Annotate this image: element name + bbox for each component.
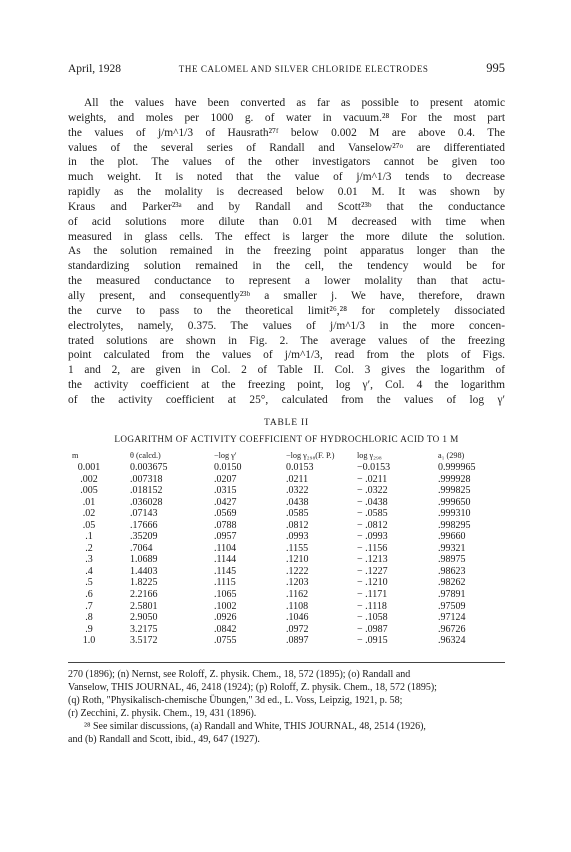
cell-a1: .97509: [438, 600, 466, 612]
body-line: the activity coefficient at the freezing point, log γ′, Col. 4 the logarithm: [68, 379, 505, 392]
table-row: [72, 462, 502, 474]
table-row: [72, 624, 502, 636]
cell-log-gamma-prime: .0926: [214, 612, 237, 624]
footnote-line: and (b) Randall and Scott, ibid., 49, 647 (1927).: [68, 734, 260, 745]
cell-m: .5: [85, 577, 93, 589]
cell-theta: 2.2166: [130, 589, 158, 601]
body-line: the measured conductance to represent a lower molality than that actu-: [68, 275, 505, 288]
body-line: 1 and 2, are given in Col. 2 of Table II. Col. 3 gives the logarithm of: [68, 364, 505, 377]
cell-m: .8: [85, 612, 93, 624]
cell-theta: .018152: [130, 485, 163, 497]
cell-theta: 0.003675: [130, 462, 168, 473]
cell-a1: .96726: [438, 623, 466, 635]
body-line: standardizing solution remained in the cell, the tendency would be for: [68, 260, 505, 273]
footnote-line: (q) Roth, "Physikalisch-chemische Übungen," 3d ed., L. Voss, Leipzig, 1921, p. 58;: [68, 695, 403, 706]
table-row: [72, 554, 502, 566]
cell-log-gamma-298: − .1171: [357, 589, 388, 601]
cell-m: .3: [85, 554, 93, 566]
cell-log-gamma-prime: .0427: [214, 496, 237, 508]
cell-a1: .98975: [438, 554, 466, 566]
cell-log-gamma-fp: .1203: [286, 577, 309, 589]
table-row: [72, 485, 502, 497]
cell-theta: .07143: [130, 508, 158, 520]
page-number: 995: [486, 61, 505, 75]
body-line: the values of j/m^1/3 of Hausrath²⁷ᶠ below 0.002 M are above 0.4. The: [68, 126, 505, 139]
cell-theta: .7064: [130, 542, 153, 554]
cell-log-gamma-prime: .0755: [214, 635, 237, 647]
cell-log-gamma-fp: .1046: [286, 612, 309, 624]
table-header: [72, 450, 502, 462]
table-caption: LOGARITHM OF ACTIVITY COEFFICIENT OF HYDROCHLORIC ACID TO 1 M: [114, 434, 459, 444]
cell-m: 0.001: [77, 462, 101, 473]
header-title: THE CALOMEL AND SILVER CHLORIDE ELECTRODES: [178, 64, 429, 74]
cell-log-gamma-298: − .0585: [357, 508, 388, 520]
cell-log-gamma-prime: 0.0150: [214, 462, 242, 473]
cell-a1: .999928: [438, 473, 471, 485]
footnote-rule: [68, 662, 505, 663]
column-header-theta: θ (calcd.): [130, 451, 161, 460]
body-text: [68, 96, 505, 408]
body-line: of acid solutions more dilute than 0.01 M decreased with time when: [68, 215, 505, 228]
table-row: [72, 531, 502, 543]
cell-log-gamma-fp: .1108: [286, 600, 309, 612]
cell-log-gamma-fp: .0993: [286, 531, 309, 543]
body-line: in the plot. The values of the other investigators cannot be given too: [68, 156, 505, 169]
body-line: of the activity coefficient at 25°, calculated from the values of log γ′: [68, 393, 505, 406]
cell-log-gamma-fp: .0812: [286, 519, 309, 531]
cell-m: .2: [85, 542, 93, 554]
cell-theta: .35209: [130, 531, 158, 543]
cell-log-gamma-298: − .0987: [357, 623, 388, 635]
cell-log-gamma-298: −0.0153: [357, 462, 391, 473]
cell-m: .4: [85, 565, 93, 577]
cell-theta: 3.5172: [130, 635, 158, 647]
cell-log-gamma-298: − .1118: [357, 600, 387, 612]
running-head: [68, 61, 505, 77]
column-header-log-gamma-298: log γ₂₉₈: [357, 451, 382, 460]
cell-a1: 0.999965: [438, 462, 476, 473]
cell-m: .7: [85, 600, 93, 612]
footnote-line: ²⁸ See similar discussions, (a) Randall and White, THIS JOURNAL, 48, 2514 (1926),: [84, 721, 426, 732]
cell-m: .9: [85, 623, 93, 635]
table-row: [72, 497, 502, 509]
cell-log-gamma-fp: .1222: [286, 565, 309, 577]
cell-m: 1.0: [82, 635, 96, 647]
table-row: [72, 508, 502, 520]
cell-log-gamma-prime: .1144: [214, 554, 237, 566]
cell-log-gamma-prime: .1115: [214, 577, 236, 589]
cell-m: .6: [85, 589, 93, 601]
cell-log-gamma-298: − .1156: [357, 542, 388, 554]
cell-log-gamma-298: − .0915: [357, 635, 388, 647]
table-row: [72, 635, 502, 647]
cell-log-gamma-prime: .1002: [214, 600, 237, 612]
cell-log-gamma-prime: .1104: [214, 542, 237, 554]
cell-m: .01: [82, 496, 96, 508]
column-header-m: m: [72, 451, 79, 460]
cell-log-gamma-fp: .0211: [286, 473, 309, 485]
body-line: weights, and moles per 1000 g. of water in vacuum.²⁸ For the most part: [68, 111, 505, 124]
column-header-a1: a₁ (298): [438, 451, 465, 460]
table-body: [72, 462, 502, 647]
cell-log-gamma-298: − .0322: [357, 485, 388, 497]
table-row: [72, 589, 502, 601]
cell-theta: 1.8225: [130, 577, 158, 589]
body-line: Kraus and Parker²³ᵃ and by Randall and Scott²³ᵇ that the conductance: [68, 200, 505, 213]
data-table: [72, 450, 502, 647]
body-line: the curve to pass to the theoretical limit²⁶,²⁸ for completely dissociated: [68, 304, 505, 317]
cell-log-gamma-298: − .1210: [357, 577, 388, 589]
table-row: [72, 543, 502, 555]
cell-a1: .99321: [438, 542, 466, 554]
cell-theta: .007318: [130, 473, 163, 485]
table-row: [72, 566, 502, 578]
table-row: [72, 520, 502, 532]
cell-log-gamma-prime: .0842: [214, 623, 237, 635]
cell-theta: .036028: [130, 496, 163, 508]
column-header-log-gamma-prime: −log γ′: [214, 451, 237, 460]
cell-log-gamma-fp: .0585: [286, 508, 309, 520]
cell-log-gamma-fp: .0897: [286, 635, 309, 647]
cell-theta: .17666: [130, 519, 158, 531]
cell-a1: .999310: [438, 508, 471, 520]
body-line: much weight. It is noted that the value of j/m^1/3 tends to decrease: [68, 171, 505, 184]
cell-m: .02: [82, 508, 96, 520]
cell-log-gamma-fp: 0.0153: [286, 462, 314, 473]
cell-theta: 2.9050: [130, 612, 158, 624]
body-line: measured in glass cells. The effect is larger the more dilute the solution.: [68, 230, 505, 243]
cell-a1: .97124: [438, 612, 466, 624]
cell-a1: .999825: [438, 485, 471, 497]
cell-m: .05: [82, 519, 96, 531]
cell-log-gamma-prime: .1065: [214, 589, 237, 601]
cell-a1: .999650: [438, 496, 471, 508]
cell-log-gamma-prime: .1145: [214, 565, 237, 577]
cell-theta: 1.4403: [130, 565, 158, 577]
cell-log-gamma-fp: .1155: [286, 542, 309, 554]
body-line: trated solutions are shown in Fig. 2. The average values of the freezing: [68, 334, 505, 347]
cell-log-gamma-298: − .0812: [357, 519, 388, 531]
cell-log-gamma-298: − .1058: [357, 612, 388, 624]
cell-a1: .97891: [438, 589, 466, 601]
footnote-line: (r) Zecchini, Z. physik. Chem., 19, 431 (1896).: [68, 708, 257, 719]
body-line: electrolytes, namely, 0.375. The values of j/m^1/3 in the more concen-: [68, 319, 505, 332]
cell-theta: 1.0689: [130, 554, 158, 566]
body-line: values of the several series of Randall and Vanselow²⁷ᵒ are differentiated: [68, 141, 505, 154]
footnote-line: Vanselow, THIS JOURNAL, 46, 2418 (1924); (p) Roloff, Z. physik. Chem., 18, 572 (1895);: [68, 682, 437, 693]
cell-log-gamma-fp: .0438: [286, 496, 309, 508]
footnotes: [68, 668, 505, 746]
cell-m: .1: [85, 531, 93, 543]
cell-log-gamma-298: − .0438: [357, 496, 388, 508]
cell-log-gamma-prime: .0957: [214, 531, 237, 543]
cell-log-gamma-298: − .0211: [357, 473, 388, 485]
cell-m: .005: [80, 485, 98, 497]
table-row: [72, 612, 502, 624]
body-line: point calculated from the values of j/m^1/3, read from the plots of Figs.: [68, 349, 505, 362]
cell-log-gamma-298: − .1227: [357, 565, 388, 577]
cell-a1: .98262: [438, 577, 466, 589]
header-date: April, 1928: [68, 63, 122, 75]
body-line: rapidly as the molality is decreased below 0.01 M. It was shown by: [68, 186, 505, 199]
cell-theta: 3.2175: [130, 623, 158, 635]
table-row: [72, 601, 502, 613]
column-header-log-gamma-fp: −log γ₂₉₈(F. P.): [286, 451, 335, 460]
cell-log-gamma-fp: .1162: [286, 589, 309, 601]
body-line: All the values have been converted as far as possible to present atomic: [84, 97, 505, 109]
cell-theta: 2.5801: [130, 600, 158, 612]
cell-a1: .99660: [438, 531, 466, 543]
cell-m: .002: [80, 473, 98, 485]
cell-log-gamma-prime: .0569: [214, 508, 237, 520]
footnote-line: 270 (1896); (n) Nernst, see Roloff, Z. physik. Chem., 18, 572 (1895); (o) Randall and: [68, 669, 411, 680]
body-line: As the solution remained in the freezing point apparatus longer than the: [68, 245, 505, 258]
cell-log-gamma-prime: .0207: [214, 473, 237, 485]
cell-a1: .998295: [438, 519, 471, 531]
cell-log-gamma-fp: .0972: [286, 623, 309, 635]
cell-a1: .98623: [438, 565, 466, 577]
table-row: [72, 474, 502, 486]
cell-log-gamma-fp: .1210: [286, 554, 309, 566]
table-title: TABLE II: [264, 418, 309, 428]
cell-log-gamma-298: − .0993: [357, 531, 388, 543]
table-header-row: [72, 450, 502, 462]
cell-log-gamma-prime: .0315: [214, 485, 237, 497]
table-row: [72, 577, 502, 589]
cell-a1: .96324: [438, 635, 466, 647]
body-line: ally present, and consequently²³ᵇ a smaller j. We have, therefore, drawn: [68, 289, 505, 302]
cell-log-gamma-298: − .1213: [357, 554, 388, 566]
cell-log-gamma-prime: .0788: [214, 519, 237, 531]
cell-log-gamma-fp: .0322: [286, 485, 309, 497]
